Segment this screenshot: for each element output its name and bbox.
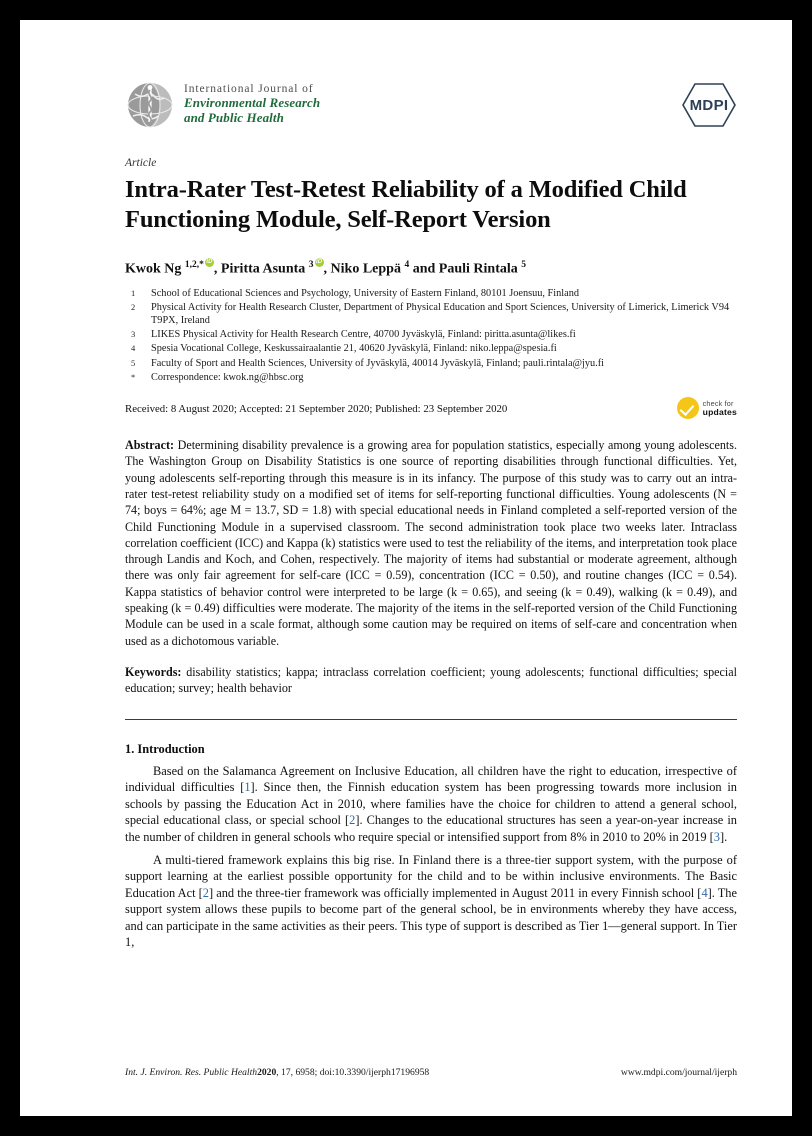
paper-page (20, 20, 792, 1116)
footer-doi: , 17, 6958; doi:10.3390/ijerph17196958 (276, 1067, 430, 1078)
journal-title-line2: Environmental Research (184, 95, 321, 110)
affiliation-text: School of Educational Sciences and Psychology, University of Eastern Finland, 80101 Joensuu, Finland (151, 287, 580, 299)
page-footer (125, 1067, 737, 1078)
affiliation-text: Spesia Vocational College, Keskussairaalantie 21, 40620 Jyväskylä, Finland: niko.leppa@spesia.fi (151, 343, 557, 355)
affiliation-row (125, 357, 737, 370)
affiliation-marker: 4 (131, 343, 136, 354)
affiliation-row (125, 301, 737, 327)
affiliation-text: Correspondence: kwok.ng@hbsc.org (151, 371, 304, 383)
footer-year: 2020 (257, 1067, 277, 1078)
section-heading-introduction: 1. Introduction (125, 741, 205, 756)
reference-link[interactable]: 2 (349, 813, 356, 828)
crossmark-label (703, 399, 737, 417)
article-type-label: Article (125, 157, 157, 169)
page-title: Intra-Rater Test-Retest Reliability of a Modified Child Functioning Module, Self-Report Version (125, 176, 687, 233)
affiliation-marker: * (131, 371, 136, 382)
affiliation-row (125, 287, 737, 300)
affiliation-marker: 1 (131, 287, 136, 298)
keywords-text: disability statistics; kappa; intraclass correlation coefficient; young adolescents; functional difficulties; special education; survey; health behavior (125, 664, 737, 696)
affiliation-marker: 3 (131, 329, 136, 340)
journal-title-line1: International Journal of (184, 83, 314, 95)
affiliation-marker: 2 (131, 301, 136, 312)
crossmark-line1: check for (702, 399, 734, 409)
journal-branding (125, 80, 320, 130)
affiliations-list (125, 287, 737, 384)
abstract-label: Abstract: (125, 438, 175, 453)
affiliation-row (125, 342, 737, 355)
author-list: Kwok Ng $^{1,2,*}$ iD , Piritta Asunta $^3$ iD , Niko Leppä $^4$ and Pauli Rintala $^5$ (125, 257, 737, 278)
reference-link[interactable]: 4 (701, 885, 708, 900)
reference-link[interactable]: 3 (713, 829, 720, 844)
publication-dates-row (125, 397, 737, 419)
abstract-text: Determining disability prevalence is a growing area for population statistics, especially among young adolescents. The Washington Group on Disability Statistics is one source of reporting disabilities through functional difficulties. Yet, young adolescents self-reporting through this measure is in its infancy. The purpose of this study was to carry out an intra-rater test-retest reliability study on a modified set of items for self-reporting functional difficulties. Young adolescents (N = 74; boys = 64%; age M = 13.7, SD = 1.8) with special educational needs in Finland completed a self-reported version of the Child Functioning Module in a supervised classroom. The second administration took place two weeks later. Intraclass correlation coefficient (ICC) and Kappa (k) statistics were used to test the reliability of the items, and interpretation took place through Landis and Koch, and Cohen, respectively. The majority of items had substantial or moderate agreement, although there was only fair agreement for self-care (ICC = 0.59), concentration (ICC = 0.50), and routine changes (ICC = 0.54). Kappa statistics of behavior control were interpreted to be large (k = 0.65), and seeing (k = 0.49), walking (k = 0.49), and speaking (k = 0.49) difficulties were moderate. The majority of the items in the self-reported version of the Child Functioning Module can be used in a scale format, although some caution may be required on items of self-care and concentration when used as a dichotomous variable. (125, 438, 737, 648)
footer-journal-abbrev: Int. J. Environ. Res. Public Health (125, 1067, 258, 1078)
affiliation-text: LIKES Physical Activity for Health Research Centre, 40700 Jyväskylä, Finland: piritta.asunta@likes.fi (151, 329, 576, 341)
affiliation-text: Faculty of Sport and Health Sciences, University of Jyväskylä, 40014 Jyväskylä, Finland; pauli.rintala@jyu.fi (151, 357, 605, 369)
section-divider (125, 719, 737, 720)
globe-medical-icon (125, 80, 175, 130)
affiliation-text: Physical Activity for Health Research Cluster, Department of Physical Education and Sport Sciences, University of Limerick, Limerick V94 T9PX, Ireland (151, 301, 730, 327)
keywords-label: Keywords: (125, 664, 182, 679)
affiliation-row (125, 371, 737, 384)
checkmark-icon (677, 397, 699, 419)
journal-title-line3: and Public Health (184, 109, 284, 125)
affiliation-row (125, 328, 737, 341)
journal-title-block (184, 80, 320, 125)
affiliation-marker: 5 (131, 357, 136, 368)
intro-paragraph-1: Based on the Salamanca Agreement on Inclusive Education, all children have the right to education, irrespective of individual difficulties [1]. Since then, the Finnish education system has been progressing towards more inclusion in schools by passing the Education Act in 2010, where families have the choice for children to attend a general school, special educational class, or special school [2]. Changes to the educational structures has seen a year-on-year increase in the number of children in general schools who require special or intensified support from 8% in 2010 to 20% in 2019 [3]. (125, 763, 737, 844)
mdpi-publisher-logo (681, 82, 737, 128)
intro-paragraph-2: A multi-tiered framework explains this big rise. In Finland there is a three-tier support system, with the purpose of support learning at the earliest possible opportunity for the child and to be within inclusive environments. The Basic Education Act [2] and the three-tier framework was officially implemented in August 2011 in every Finnish school [4]. The support system allows these pupils to become part of the general school, be in environments whereby they have access, and can participate in the same activities as their peers. This type of support is described as Tier 1—general support. In Tier 1, (125, 852, 738, 950)
abstract-block (125, 437, 737, 649)
reference-link[interactable]: 1 (244, 780, 251, 795)
check-for-updates-badge[interactable] (677, 397, 737, 419)
masthead (125, 80, 737, 138)
orcid-icon[interactable] (205, 258, 214, 267)
crossmark-line2: updates (702, 407, 737, 418)
reference-link[interactable]: 2 (202, 885, 209, 900)
keywords-block (125, 664, 737, 697)
publication-dates: Received: 8 August 2020; Accepted: 21 September 2020; Published: 23 September 2020 (125, 403, 508, 416)
footer-citation (125, 1067, 429, 1078)
footer-journal-url[interactable]: www.mdpi.com/journal/ijerph (620, 1067, 737, 1078)
mdpi-logo-text: MDPI (689, 96, 729, 114)
orcid-icon[interactable] (315, 258, 324, 267)
